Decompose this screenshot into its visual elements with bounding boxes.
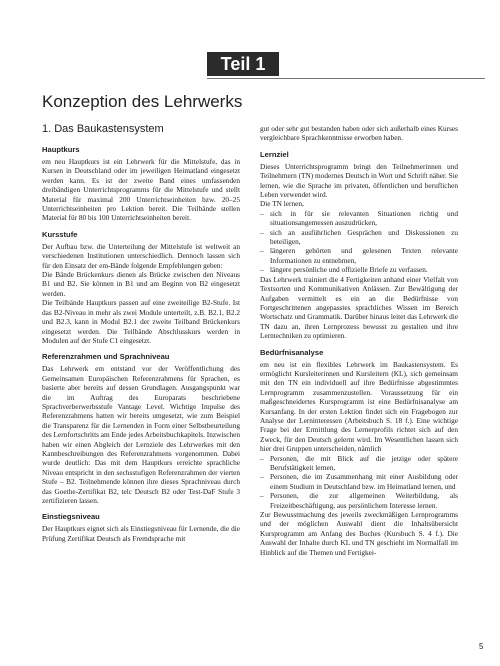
paragraph: Dieses Unterrichtsprogramm bringt den Teilnehmerinnen und Teilnehmern (TN) modernes Deutsch in Wort und Schrift näher. Sie lernen, wie die Sprache im privaten, öffentlichen und beruflichen Leben verwendet wird. [260,161,458,200]
list-item: – Personen, die im Zusammenhang mit einer Ausbildung oder einem Studium in Deutschland bzw. im Heimatland lernen, und [260,472,458,491]
subheading-einstiegsniveau: Einstiegsniveau [42,512,100,522]
subheading-lernziel: Lernziel [260,149,289,159]
list-item: – sich an ausführlichen Gesprächen und Diskussionen zu beteiligen, [260,228,458,247]
page-title: Konzeption des Lehrwerks [42,92,243,111]
chapter-tab: Teil 1 [207,52,279,76]
paragraph: Die Bände Brückenkurs dienen als Brücke zwischen den Niveaus B1 und B2. Sie können in B1 und am Beginn von B2 eingesetzt werden. [42,270,240,298]
subheading-kursstufe: Kursstufe [42,229,78,239]
paragraph: em neu ist ein flexibles Lehrwerk im Baukastensystem. Es ermöglicht Kursleiterinnen und Kursleitern (KL), sich gemeinsam mit den TN ein individuell auf ihre Bedürfnisse abgestimmtes Lernprogramm zusammenzustellen. Voraussetzung für ein maßgeschneidertes Kursprogramm ist eine Bedürfnisanalyse am Kursanfang. In der ersten Lektion findet sich ein Fragebogen zur Analyse der Lerninteressen (Arbeitsbuch S. 18 f.). Eine wichtige Frage bei der Ermittlung des Lernerprofils richtet sich auf den Zweck, für den Deutsch gelernt wird. Im Wesentlichen lassen sich hier drei Gruppen unterscheiden, nämlich [260,359,458,454]
paragraph: Der Hauptkurs eignet sich als Einstiegsniveau für Lernende, die die Prüfung Zertifikat Deutsch als Fremdsprache mit [42,524,240,543]
paragraph: Zur Bewusstmachung des jeweils zweckmäßigen Lernprogramms und der möglichen Auswahl dient die Inhaltsübersicht Kursprogramm am Anfang des Buches (Kursbuch S. 4 f.). Die Auswahl der Inhalte durch KL und TN geschieht im Normalfall im Hinblick auf die Themen und Fertigkei- [260,510,458,557]
list-item: – sich in für sie relevanten Situationen richtig und situationsangemessen auszudrücken, [260,209,458,228]
paragraph: Die Teilbände Hauptkurs passen auf eine zweiteilige B2-Stufe. Ist das B2-Niveau in mehr als zwei Module unterteilt, z.B. B2.1, B2.2 und B2.3, kann in Modul B2.1 der zweite Teilband Brückenkurs eingesetzt werden. Die Teilbände Abschlusskurs werden in Modulen auf der Stufe C1 eingesetzt. [42,298,240,345]
paragraph: gut oder sehr gut bestanden haben oder sich außerhalb eines Kurses vergleichbare Sprachkenntnisse erworben haben. [260,124,458,143]
left-column [42,145,240,543]
header-rule [207,78,485,79]
subheading-hauptkurs: Hauptkurs [42,145,80,154]
subheading-beduerfnisanalyse: Bedürfnisanalyse [260,347,324,357]
section-heading: 1. Das Baukastensystem [42,123,164,135]
page-number: 5 [479,642,484,651]
list-item: – längere persönliche und offizielle Briefe zu verfassen. [260,265,458,274]
paragraph: Das Lehrwerk em entstand vor der Veröffentlichung des Gemeinsamen Europäischen Referenzrahmens für Sprachen, es basierte aber bereits auf dessen Grundlagen. Ausgangspunkt war die im Auftrag des Europarats beschriebene Sprachverberwerbsstufe Vantage Level. Wichtige Impulse des Referenzrahmens hatten wir bereits umgesetzt, wie zum Beispiel die Transparenz für die Lernenden in Form einer Selbstbeurteilung des Lernfortschritts am Ende jedes Arbeitsbuchkapitels. Inzwischen haben wir einen Abgleich der Lernziele des Lehrwerkes mit den Kannbeschreibungen des Referenzrahmens vorgenommen. Dabei wurde deutlich: Das mit dem Hauptkurs erreichte sprachliche Niveau entspricht in den sechsstufigen Referenzrahmen der vierten Stufe – B2. Teilnehmende können ihre dieses Sprachniveau durch das Goethe-Zertifikat B2, telc Deutsch B2 oder Test-DaF Stufe 3 zertifizieren lassen. [42,364,240,505]
list-item: – Personen, die zur allgemeinen Weiterbildung, als Freizeitbeschäftigung, aus persönlichem Interesse lernen. [260,491,458,510]
paragraph: em neu Hauptkurs ist ein Lehrwerk für die Mittelstufe, das in Kursen in Deutschland oder im jeweiligen Heimatland eingesetzt werden kann. Es ist der zweite Band eines umfassenden dreibändigen Unterrichtsprogramms für die Mittelstufe und stellt Material für maximal 200 Unterrichtseinheiten bzw. 20–25 Unterrichtseinheiten pro Lektion bereit. Die Teilbände stellen Material für 80 bis 100 Unterrichtseinheiten bereit. [42,157,240,223]
goals-list [260,209,458,275]
groups-list [260,454,458,510]
list-item: – Personen, die mit Blick auf die jetzige oder spätere Berufstätigkeit lernen, [260,454,458,473]
paragraph: Die TN lernen, [260,199,304,209]
right-column [260,124,458,557]
paragraph: Der Aufbau bzw. die Unterteilung der Mittelstufe ist weltweit an verschiedenen Institutionen unterschiedlich. Dennoch lassen sich für den Einsatz der em-Bände folgende Empfehlungen geben: [42,241,240,270]
subheading-referenzrahmen: Referenzrahmen und Sprachniveau [42,352,170,362]
paragraph: Das Lehrwerk trainiert die 4 Fertigkeiten anhand einer Vielfalt von Textsorten und Kommunikativen Anlässen. Zur Bewältigung der Aufgaben vermittelt es ein an die Bedürfnisse von Fortgeschrittenen angepasstes sprachliches Wissen im Bereich Wortschatz und Grammatik. Darüber hinaus leitet das Lehrwerk die TN dazu an, ihren Lernprozess bewusst zu gestalten und ihre Lerntechniken zu optimieren. [260,274,458,341]
list-item: – längeren gehörten und gelesenen Texten relevante Informationen zu entnehmen, [260,246,458,265]
